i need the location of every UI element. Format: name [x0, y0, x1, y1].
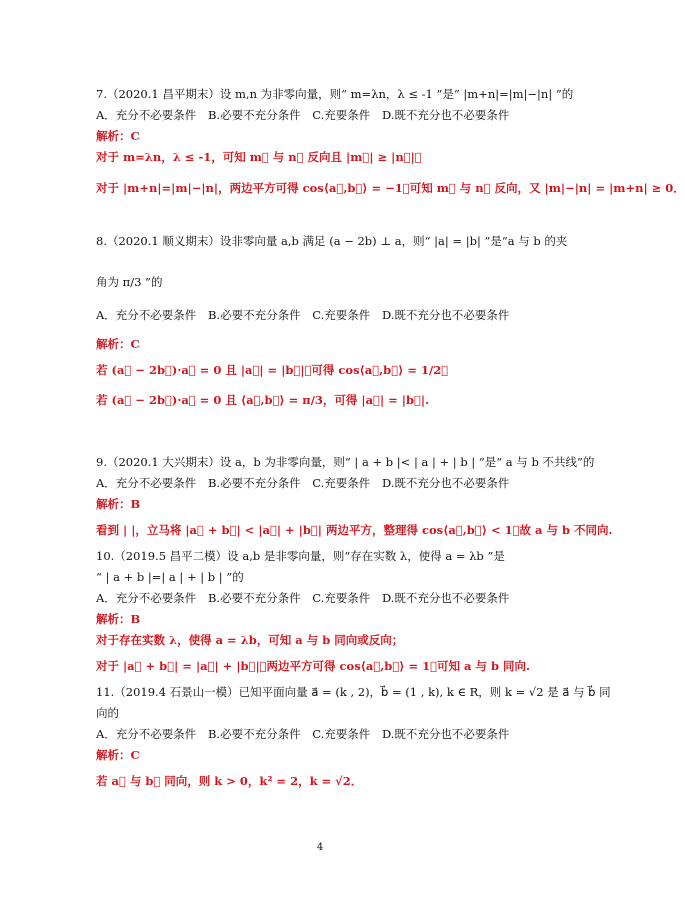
option-a: A．充分不必要条件	[96, 727, 197, 741]
option-a: A．充分不必要条件	[96, 591, 197, 605]
explanation-line: 对于 |a⃗ + b⃗| = |a⃗| + |b⃗|，两边平方可得 cos⟨a⃗,b⃗⟩ = 1，可知 a 与 b 同向.	[96, 659, 531, 673]
option-a: A．充分不必要条件	[96, 308, 197, 322]
option-b: B.必要不充分条件	[207, 591, 301, 605]
explanation-line: 对于 |m+n|=|m|−|n|，两边平方可得 cos⟨a⃗,b⃗⟩ = −1，可知 m⃗ 与 n⃗ 反向，又 |m|−|n| = |m+n| ≥ 0．	[96, 181, 685, 195]
question-options	[96, 305, 548, 326]
question-stem: 9.（2020.1 大兴期末）设 a，b 为非零向量，则“ | a + b |< | a | + | b | ”是“ a 与 b 不共线”的	[96, 455, 595, 469]
option-c: C.充要条件	[312, 476, 371, 490]
question-stem: 8.（2020.1 顺义期末）设非零向量 a,b 满足 (a − 2b) ⊥ a，则“ |a| = |b| ”是“a 与 b 的夹	[96, 234, 568, 248]
option-c: C.充要条件	[312, 591, 371, 605]
option-b: B.必要不充分条件	[207, 476, 301, 490]
answer-label: 解析：C	[96, 337, 140, 351]
option-c: C.充要条件	[312, 308, 371, 322]
option-d: D.既不充分也不必要条件	[381, 727, 510, 741]
answer-label: 解析：C	[96, 129, 140, 143]
option-c: C.充要条件	[312, 108, 371, 122]
question-options	[96, 473, 548, 494]
option-d: D.既不充分也不必要条件	[381, 591, 510, 605]
option-c: C.充要条件	[312, 727, 371, 741]
question-stem: 10.（2019.5 昌平二模）设 a,b 是非零向量，则“存在实数 λ，使得 a = λb ”是	[96, 549, 505, 563]
option-b: B.必要不充分条件	[207, 108, 301, 122]
question-stem-cont: 角为 π/3 ”的	[96, 275, 163, 289]
option-a: A．充分不必要条件	[96, 476, 197, 490]
answer-label: 解析：C	[96, 748, 140, 762]
question-8	[96, 231, 568, 415]
question-options	[96, 588, 548, 609]
question-7	[96, 84, 685, 199]
explanation-line: 对于 m=λn，λ ≤ -1，可知 m⃗ 与 n⃗ 反向且 |m⃗| ≥ |n⃗|；	[96, 150, 422, 164]
question-stem-cont: “ | a + b |=| a | + | b | ”的	[96, 570, 244, 584]
explanation-line: 对于存在实数 λ，使得 a = λb，可知 a 与 b 同向或反向；	[96, 633, 404, 647]
question-options	[96, 724, 548, 745]
option-b: B.必要不充分条件	[207, 308, 301, 322]
option-d: D.既不充分也不必要条件	[381, 476, 510, 490]
question-9	[96, 452, 613, 545]
question-10	[96, 546, 548, 681]
explanation-line: 若 a⃗ 与 b⃗ 同向，则 k > 0，k² = 2，k = √2．	[96, 774, 363, 788]
question-stem: 7.（2020.1 昌平期末）设 m,n 为非零向量，则“ m=λn，λ ≤ -1 ”是“ |m+n|=|m|−|n| ”的	[96, 87, 574, 101]
question-stem: 11.（2019.4 石景山一模）已知平面向量 a⃗ = (k , 2)，b⃗ = (1 , k), k ∈ R，则 k = √2 是 a⃗ 与 b⃗ 同	[96, 685, 611, 699]
explanation-line: 若 (a⃗ − 2b⃗)·a⃗ = 0 且 ⟨a⃗,b⃗⟩ = π/3，可得 |a⃗| = |b⃗|.	[96, 393, 430, 407]
question-options	[96, 105, 548, 126]
option-d: D.既不充分也不必要条件	[381, 108, 510, 122]
explanation-line: 看到 | |，立马将 |a⃗ + b⃗| < |a⃗| + |b⃗| 两边平方，整理得 cos⟨a⃗,b⃗⟩ < 1，故 a 与 b 不同向.	[96, 523, 613, 537]
answer-label: 解析：B	[96, 612, 141, 626]
option-b: B.必要不充分条件	[207, 727, 301, 741]
question-11	[96, 682, 611, 796]
question-stem-cont: 向的	[96, 706, 119, 720]
explanation-line: 若 (a⃗ − 2b⃗)·a⃗ = 0 且 |a⃗| = |b⃗|，可得 cos⟨a⃗,b⃗⟩ = 1/2，	[96, 363, 449, 377]
option-a: A．充分不必要条件	[96, 108, 197, 122]
page-number: 4	[316, 842, 324, 853]
option-d: D.既不充分也不必要条件	[381, 308, 510, 322]
answer-label: 解析：B	[96, 497, 141, 511]
